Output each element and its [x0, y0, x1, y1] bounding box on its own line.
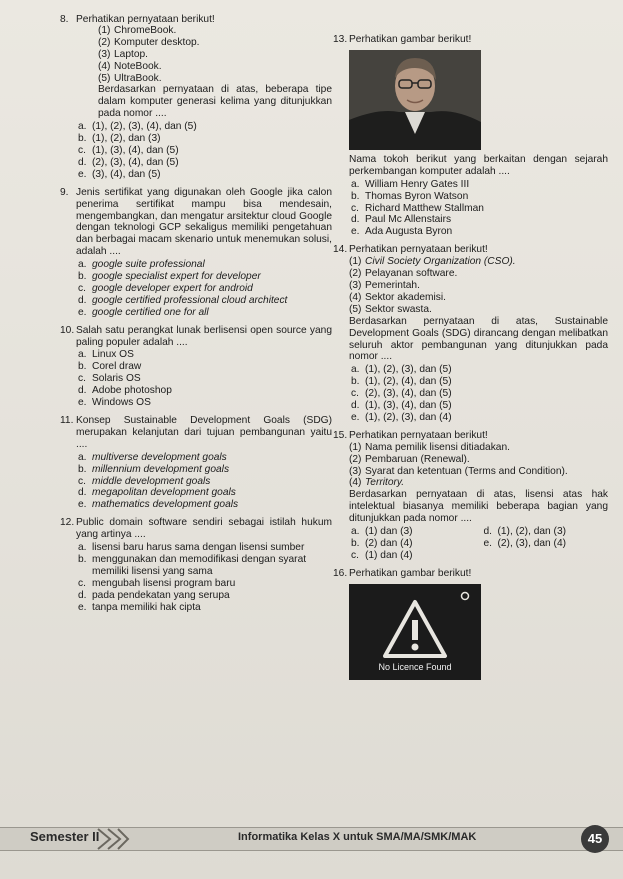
option-d[interactable]: d. pada pendekatan yang serupa	[78, 589, 230, 601]
question-intro: Perhatikan gambar berikut!	[349, 34, 472, 45]
option-d[interactable]: d. (1), (2), dan (3)	[483, 526, 567, 538]
no-licence-image	[349, 584, 481, 680]
question-number: 8.	[60, 14, 69, 25]
portrait-figure-icon	[349, 50, 481, 150]
statement-item: (4) Sektor akademisi.	[349, 291, 446, 303]
question-number: 16.	[333, 567, 348, 579]
option-b[interactable]: b. (1), (2), dan (3)	[78, 133, 161, 145]
question-stem: Berdasarkan pernyataan di atas, beberapa tipe dalam komputer generasi kelima yang ditunjukkan pada nomor ....	[98, 84, 332, 120]
statement-item: (2) Pelayanan software.	[349, 268, 458, 280]
question-10	[60, 325, 332, 409]
question-11	[60, 415, 332, 511]
portrait-photo	[349, 50, 481, 150]
option-c[interactable]: c. (2), (3), (4), dan (5)	[351, 388, 452, 400]
statement-list	[349, 256, 608, 316]
option-e[interactable]: e. mathematics development goals	[78, 499, 239, 511]
answer-options	[76, 259, 332, 319]
option-a[interactable]: a. (1), (2), (3), dan (5)	[351, 364, 452, 376]
question-number: 12.	[60, 517, 75, 529]
question-stem: Public domain software sendiri sebagai istilah hukum yang artinya ....	[76, 517, 332, 541]
question-intro: Perhatikan pernyataan berikut!	[349, 244, 488, 256]
book-title: Informatika Kelas X untuk SMA/MA/SMK/MAK	[238, 831, 477, 843]
page-footer	[0, 817, 623, 859]
question-stem: Berdasarkan pernyataan di atas, Sustainable Development Goals (SDG) dirancang dengan melibatkan seluruh aktor pembangunan yang ditunjukkan pada nomor ....	[349, 315, 608, 363]
option-e[interactable]: e. (3), (4), dan (5)	[78, 168, 161, 180]
option-c[interactable]: c. (1) dan (4)	[351, 549, 413, 561]
option-c[interactable]: c. (1), (3), (4), dan (5)	[78, 144, 179, 156]
question-intro: Perhatikan gambar berikut!	[349, 567, 472, 579]
option-b[interactable]: b. google specialist expert for developer	[78, 271, 261, 283]
option-d[interactable]: d. google certified professional cloud architect	[78, 294, 288, 306]
answer-options	[349, 179, 608, 239]
question-number: 13.	[333, 34, 348, 45]
statement-item: (5) UltraBook.	[98, 72, 162, 84]
option-b[interactable]: b. Corel draw	[78, 361, 142, 373]
footer-ornament-icon	[96, 827, 130, 851]
statement-item: (3) Syarat dan ketentuan (Terms and Condition).	[349, 465, 568, 477]
option-b[interactable]: b. (2) dan (4)	[351, 538, 413, 549]
option-c[interactable]: c. Richard Matthew Stallman	[351, 202, 484, 214]
statement-item: (4) Territory.	[349, 477, 405, 489]
left-column	[60, 14, 332, 620]
answer-options	[349, 364, 608, 424]
statement-item: (1) ChromeBook.	[98, 24, 177, 36]
statement-list	[76, 25, 332, 85]
statement-item: (4) NoteBook.	[98, 60, 162, 72]
option-c[interactable]: c. google developer expert for android	[78, 282, 253, 294]
option-d[interactable]: d. (2), (3), (4), dan (5)	[78, 156, 179, 168]
question-8	[60, 14, 332, 181]
page-number: 45	[581, 825, 609, 853]
option-a[interactable]: a. (1) dan (3)	[351, 526, 413, 538]
answer-options	[76, 542, 332, 613]
option-b[interactable]: b. menggunakan dan memodifikasi dengan syarat memiliki lisensi yang sama	[78, 553, 307, 577]
question-number: 15.	[333, 429, 348, 441]
option-a[interactable]: a. google suite professional	[78, 259, 205, 271]
question-12	[60, 517, 332, 613]
question-stem: Jenis sertifikat yang digunakan oleh Google jika calon penerima sertifikat mampu bisa mendesain, mengembangkan, dan mengatur arsitektur cloud Google dengan teknologi GCP sekaligus memiliki pengetahuan dan berbagai macam skenario untuk menemukan solusi, adalah ....	[76, 186, 332, 258]
statement-item: (3) Laptop.	[98, 48, 148, 60]
question-9	[60, 187, 332, 319]
question-13	[333, 34, 608, 238]
option-d[interactable]: d. Paul Mc Allenstairs	[351, 214, 452, 226]
question-16	[333, 568, 608, 680]
question-15	[333, 430, 608, 562]
option-e[interactable]: e. Windows OS	[78, 397, 151, 409]
option-c[interactable]: c. mengubah lisensi program baru	[78, 577, 236, 589]
question-intro: Perhatikan pernyataan berikut!	[349, 429, 488, 441]
option-d[interactable]: d. megapolitan development goals	[78, 487, 236, 499]
statement-item: (1) Nama pemilik lisensi ditiadakan.	[349, 441, 510, 453]
question-stem: Salah satu perangkat lunak berlisensi open source yang paling populer adalah ....	[76, 324, 332, 348]
answer-options	[76, 121, 332, 181]
statement-item: (1) Civil Society Organization (CSO).	[349, 256, 516, 268]
statement-item: (3) Pemerintah.	[349, 279, 420, 291]
option-a[interactable]: a. lisensi baru harus sama dengan lisensi sumber	[78, 542, 305, 554]
answer-options	[76, 452, 332, 512]
question-intro: Perhatikan pernyataan berikut!	[76, 14, 215, 25]
option-e[interactable]: e. Ada Augusta Byron	[351, 226, 453, 238]
question-14	[333, 244, 608, 424]
option-c[interactable]: c. middle development goals	[78, 475, 211, 487]
right-column	[333, 34, 608, 686]
question-stem: Nama tokoh berikut yang berkaitan dengan sejarah perkembangan komputer adalah ....	[349, 153, 608, 177]
option-a[interactable]: a. Linux OS	[78, 349, 134, 361]
option-a[interactable]: a. multiverse development goals	[78, 451, 227, 463]
question-number: 11.	[60, 415, 74, 426]
statement-list	[349, 442, 608, 490]
statement-item: (2) Pembaruan (Renewal).	[349, 453, 470, 465]
option-d[interactable]: d. (1), (3), (4), dan (5)	[351, 400, 452, 412]
question-number: 10.	[60, 324, 75, 336]
answer-options	[76, 349, 332, 409]
image-caption: No Licence Found	[378, 661, 452, 672]
question-number: 9.	[60, 186, 69, 198]
option-e[interactable]: e. google certified one for all	[78, 306, 209, 318]
option-b[interactable]: b. (1), (2), (4), dan (5)	[351, 376, 452, 388]
statement-item: (5) Sektor swasta.	[349, 303, 432, 315]
option-e[interactable]: e. tanpa memiliki hak cipta	[78, 601, 201, 613]
option-c[interactable]: c. Solaris OS	[78, 373, 141, 385]
option-e[interactable]: e. (2), (3), dan (4)	[483, 538, 567, 549]
answer-options	[349, 526, 608, 562]
option-d[interactable]: d. Adobe photoshop	[78, 385, 172, 397]
question-stem: Konsep Sustainable Development Goals (SDG) merupakan kelanjutan dari tujuan pembangunan yaitu ....	[76, 415, 332, 450]
option-b[interactable]: b. millennium development goals	[78, 463, 230, 475]
option-e[interactable]: e. (1), (2), (3), dan (4)	[351, 411, 452, 423]
option-a[interactable]: a. William Henry Gates III	[351, 178, 470, 190]
question-stem: Berdasarkan pernyataan di atas, lisensi atas hak intelektual biasanya memiliki beberapa bagian yang ditunjukkan pada nomor ....	[349, 489, 608, 525]
semester-label: Semester II	[30, 829, 100, 844]
option-b[interactable]: b. Thomas Byron Watson	[351, 190, 469, 202]
option-a[interactable]: a. (1), (2), (3), (4), dan (5)	[78, 121, 197, 133]
statement-item: (2) Komputer desktop.	[98, 36, 200, 48]
question-number: 14.	[333, 244, 348, 256]
